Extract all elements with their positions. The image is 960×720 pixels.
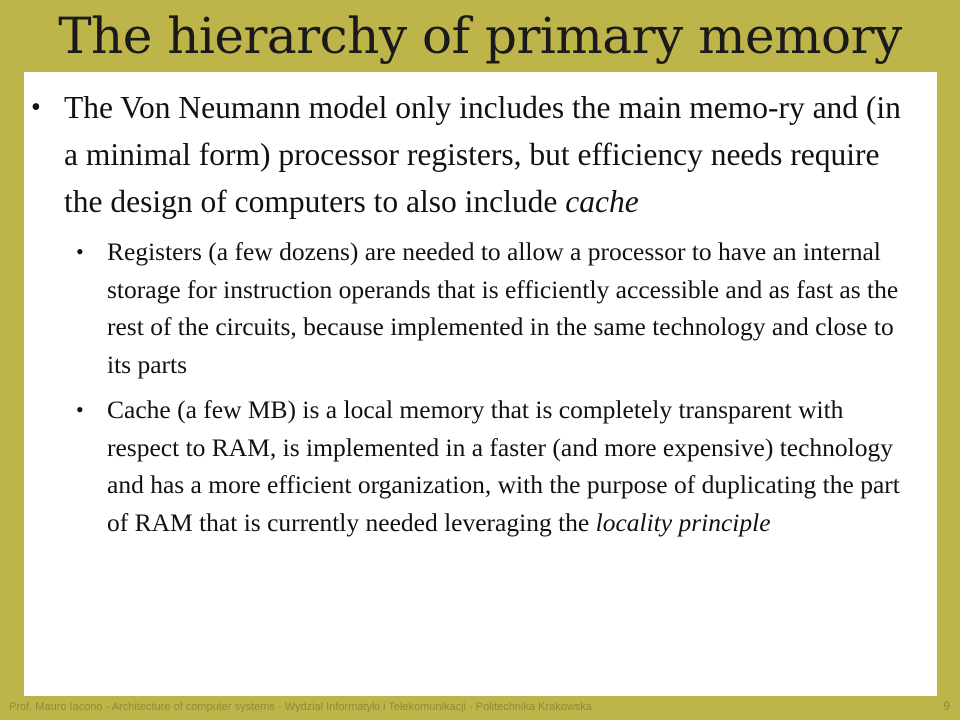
bullet-emphasis-cache: cache <box>565 184 639 219</box>
sub-bullet-registers <box>76 233 913 383</box>
sub-bullet-text: Registers (a few dozens) are needed to allow a processor to have an internal storage for instruction operands that is efficiently accessible and as fast as the rest of the circuits, because implemented in the same technology and close to its parts <box>107 237 899 379</box>
slide-title: The hierarchy of primary memory <box>58 7 902 65</box>
slide-footer: Prof. Mauro Iacono - Architecture of computer systems - Wydział Informatyki i Telekomunikacji - Politechnika Krakowska <box>9 701 592 713</box>
bullet-list <box>24 84 937 541</box>
bullet-dot-icon: • <box>31 92 41 123</box>
sub-bullet-cache <box>76 391 913 541</box>
page-number: 9 <box>943 699 950 713</box>
bullet-text: The Von Neumann model only includes the main memo-ry and (in a minimal form) processor registers, but efficiency needs require the design of computers to also include <box>64 90 901 219</box>
sub-bullet-emphasis-locality: locality principle <box>595 507 771 537</box>
sub-bullet-list <box>64 233 913 541</box>
sub-bullet-text: Cache (a few MB) is a local memory that is completely transparent with respect to RAM, is implemented in a faster (and more expensive) technology and has a more efficient organization, with the purpose of duplicating the part of RAM that is currently needed leveraging the <box>107 395 900 537</box>
sub-bullet-dot-icon: • <box>76 397 84 422</box>
sub-bullet-dot-icon: • <box>76 239 84 264</box>
bullet-von-neumann <box>31 84 913 541</box>
slide-content <box>24 72 937 696</box>
